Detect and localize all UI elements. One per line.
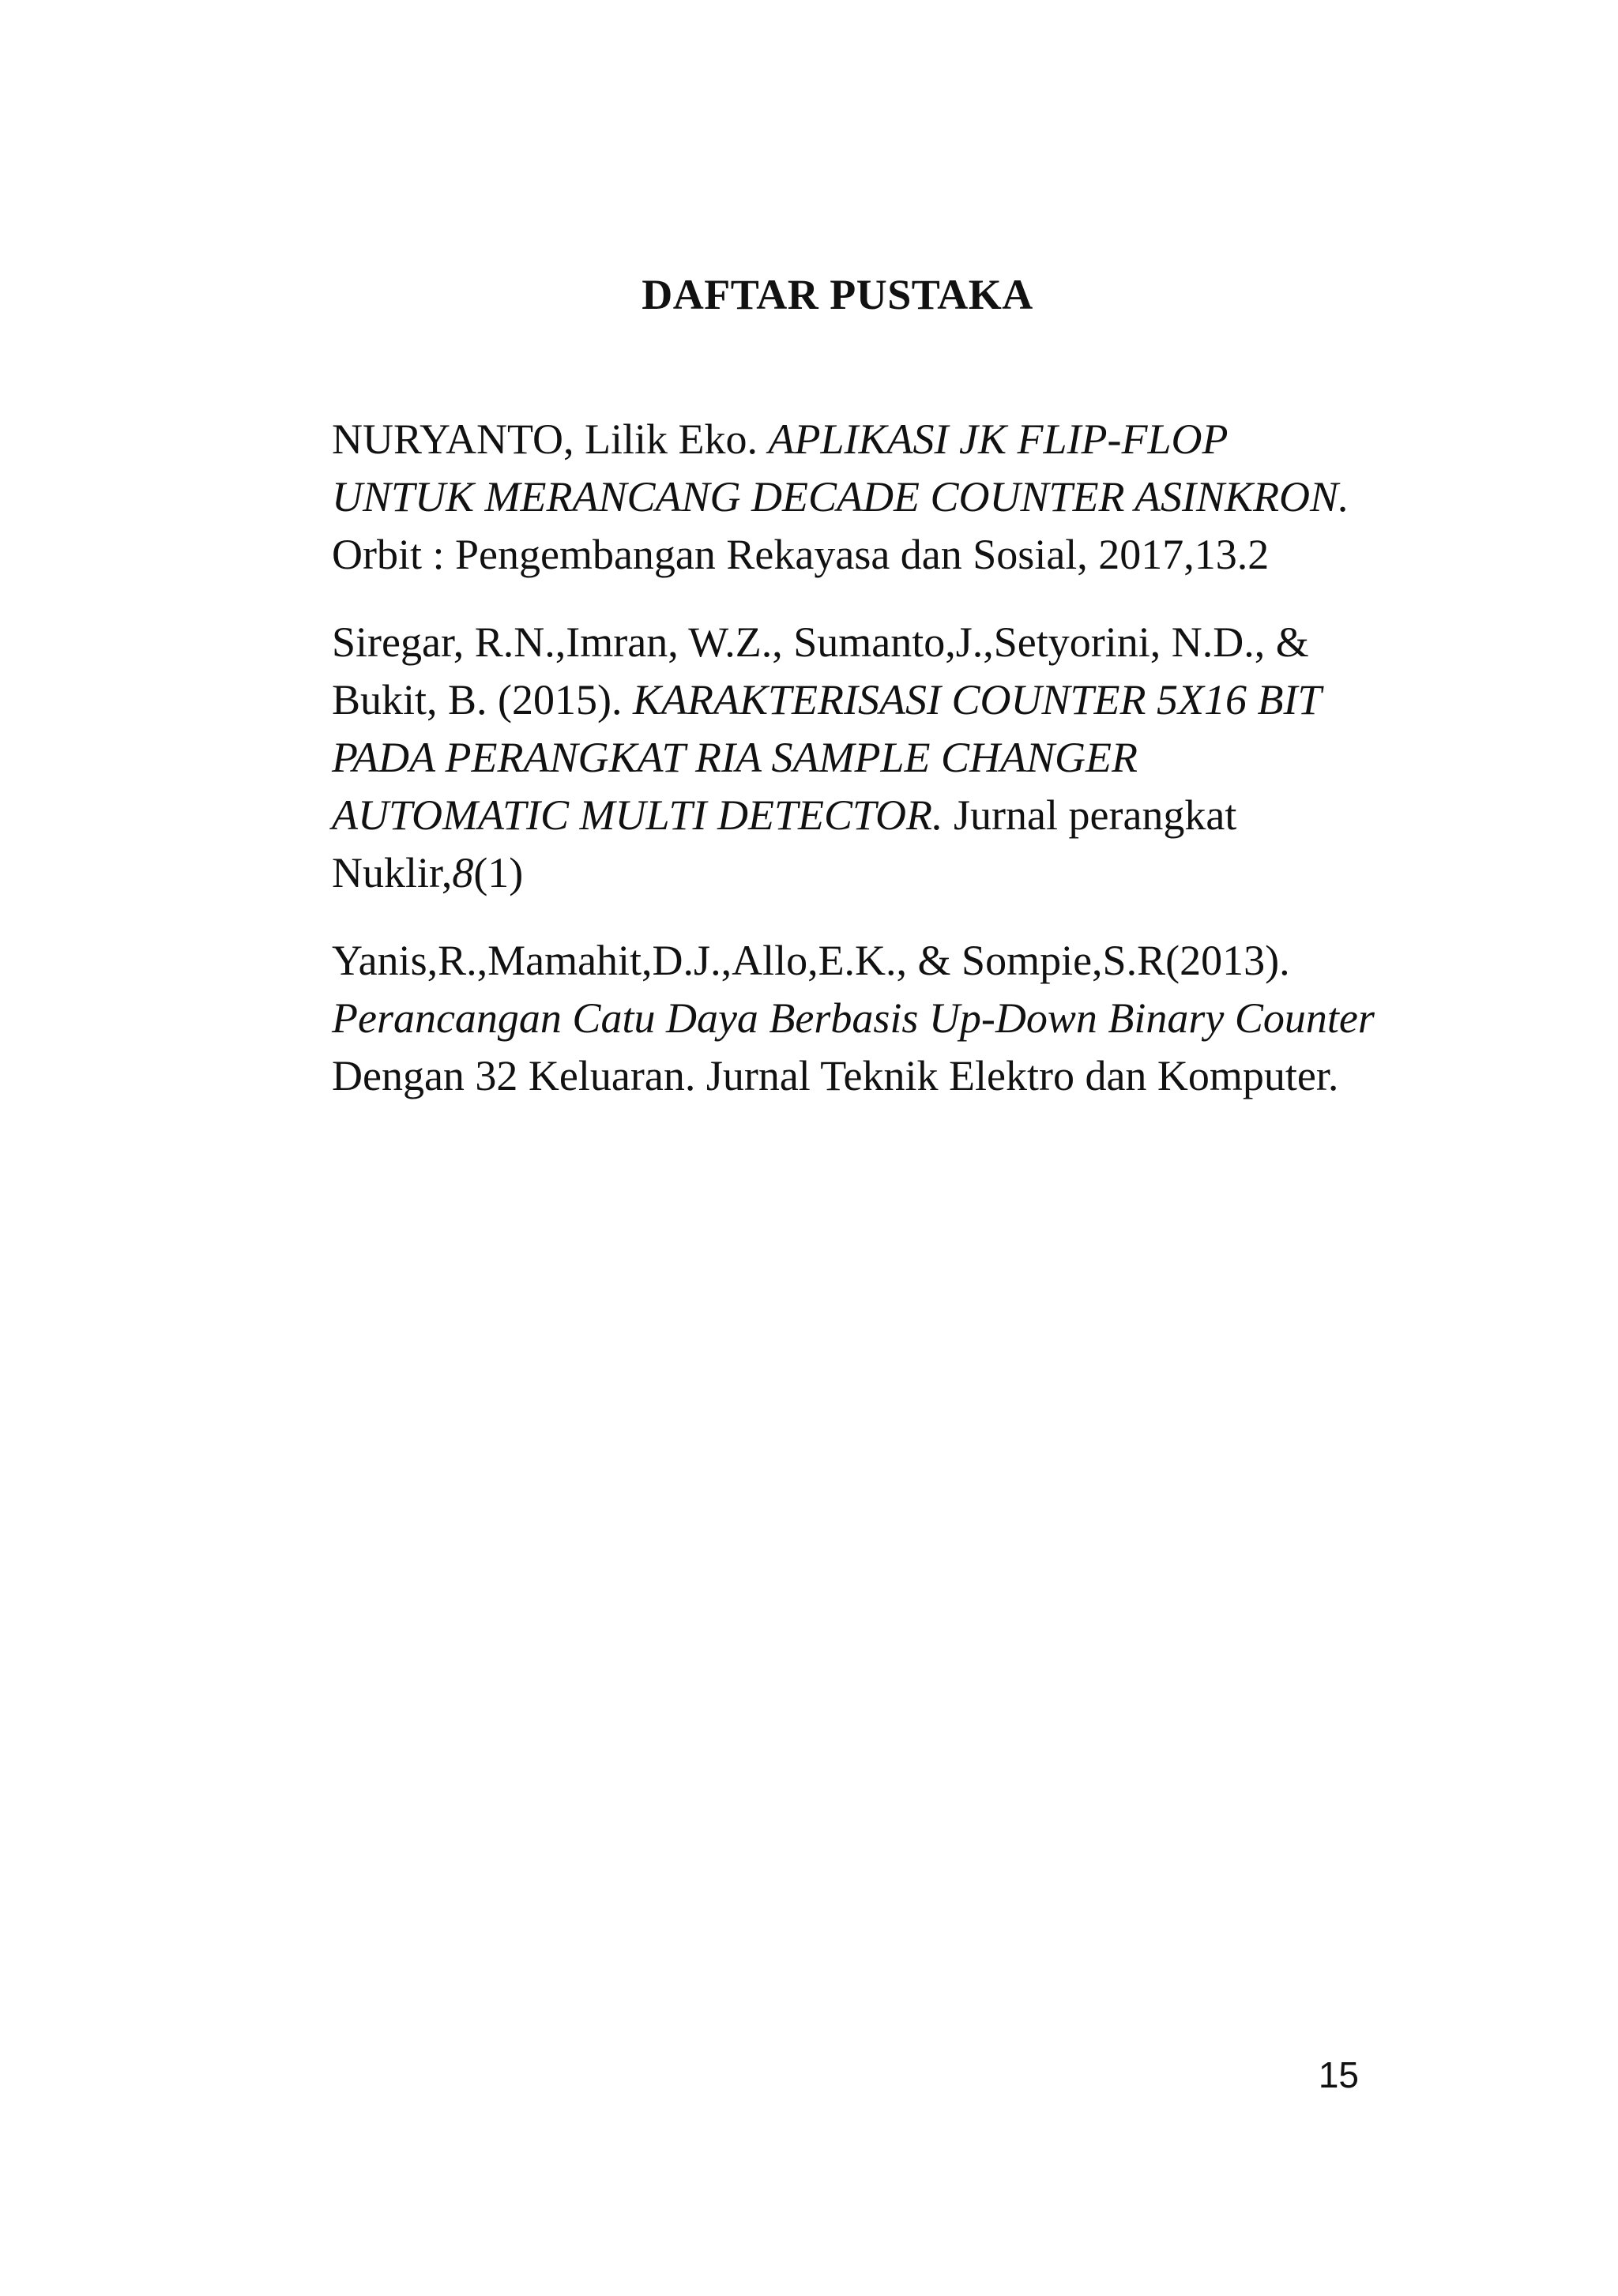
reference-source: Jurnal perangkat Nuklir, <box>332 791 1237 896</box>
reference-issue: (1) <box>473 849 524 896</box>
reference-title: Perancangan Catu Daya Berbasis Up-Down Binary Counter <box>332 994 1375 1042</box>
page-title: DAFTAR PUSTAKA <box>642 271 1033 318</box>
reference-title: APLIKASI JK FLIP-FLOP UNTUK MERANCANG DECADE COUNTER ASINKRON. <box>332 415 1349 520</box>
reference-author: NURYANTO, Lilik Eko. <box>332 415 769 463</box>
reference-list <box>332 411 1375 1135</box>
reference-author: Siregar, R.N.,Imran, W.Z., Sumanto,J.,Setyorini, N.D., & Bukit, B. (2015). <box>332 618 1309 723</box>
reference-item <box>332 411 1375 584</box>
reference-volume: 8 <box>452 849 474 896</box>
reference-item <box>332 932 1375 1105</box>
reference-source: Dengan 32 Keluaran. Jurnal Teknik Elektro dan Komputer. <box>332 1052 1339 1099</box>
reference-item <box>332 614 1375 902</box>
reference-title: KARAKTERISASI COUNTER 5X16 BIT PADA PERANGKAT RIA SAMPLE CHANGER AUTOMATIC MULTI DETECTOR. <box>332 676 1321 839</box>
page-number: 15 <box>1318 2054 1359 2095</box>
reference-author: Yanis,R.,Mamahit,D.J.,Allo,E.K., & Sompie,S.R(2013). <box>332 937 1290 984</box>
reference-source: Orbit : Pengembangan Rekayasa dan Sosial, 2017,13.2 <box>332 531 1270 578</box>
